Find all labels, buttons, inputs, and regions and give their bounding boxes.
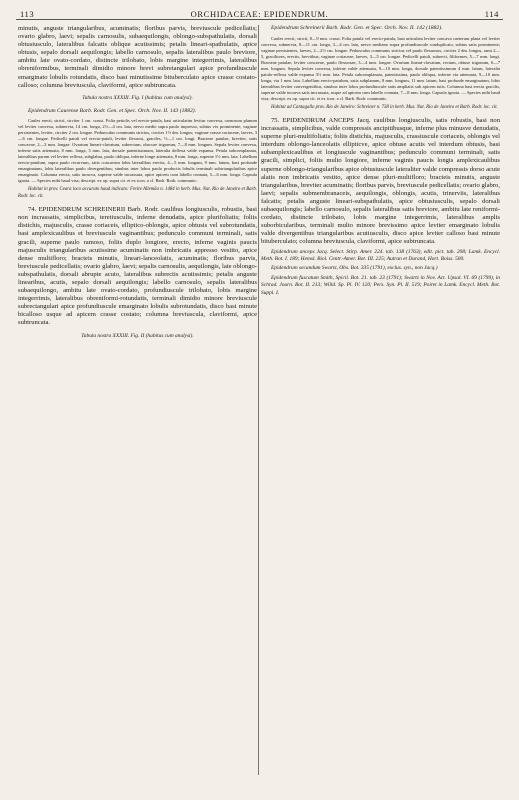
synonym-citation: Epidendrum fuscatum Smith, Spicil. Bot. 21. tab. 23 (1791); Swartz in Nov. Act. Upsal. VI. 69 (1799), in Schrad. Journ. Bot. II. 213; Willd. Sp. Pl. IV. 120; Pers. Syn. Pl. II. 519; Poiret in Lamk. Encycl. Meth. Bot. Suppl. I.: [261, 274, 500, 296]
right-column: [261, 25, 500, 783]
left-column: [18, 25, 257, 783]
running-title: ORCHIDACEAE: EPIDENDRUM.: [190, 9, 329, 19]
running-header: [16, 9, 503, 20]
species-description: Caules erecti, stricti, circiter 1 cm. crassi. Folia petiolis vel erecto-patula, basi articulatim levitur convexa, carnosum planum vel leviter convexa, subnervia, 14 cm. longa, 2½—4 cm. lata, nervo medio supra paulo impresso, subtus vix prominente; vaginae persistentes, leviter, circiter 2 cm. longae. Pedunculus communis strictus, circiter 1½ dm. longus; vaginae crasse coriaceae, laeves, 3—6 cm. longae. Pedicelli patuli vel erecto-patuli, leviter flexuosi, graciles, ½—1 cm. longi. Bracteae patulae, breviter, satis concavae, 2—3 mm. longae. Ovarium lineari-clavatum, subrectum, obscure trigonum, 7—8 mm. longum. Sepala leviter convexa, inferne satis attenuata, 8 mm. longa, 3 mm. lata, dorsale patentissimum, lateralia deflexa valde expansa. Petala subcomplanata, lateralibus parum vel leviter reflexa, subglabra, paulo obliqua, inferne longe attenuata, 8 mm. longa, superne 1½ mm. lata. Labellum erecto-patulum, supra paulo recurvum, satis concavum lobis lateralibus erectis, 4—5 mm. longum, 9 mm. latum, basi profunde emarginatum, lobis lateralibus paulo divergentibus; sinubus inter lobos paulo productis lobulis terminali subtriangularibus apice emarginato. Columna erecta, satis incurva, superne valde incrassata, apice apicem cum labello connata, 5—6 mm. longa. Capsula ignota. — Species mihi haud visa; descript. ex op. supra cit. et ex icon. a cl. Barb. Rodr. communic.: [18, 118, 257, 184]
species-75-diagnosis: 75. EPIDENDRUM ANCEPS Jacq. caulibus longiusculis, satis robustis, basi non incrassatis, simplicibus, valde compressis ancipitibusque, inferne plus minusve denudatis, superne pluri-multifoliatis; foliis distichis, majusculis, crassiuscule coriaceis, oblongis vel interdum oblongo-lanceolatis ellipticve, apice obtuse acutis vel interdum obtusis, basi subamplexicaulibus et longiuscule vaginantibus; pedunculo communi terminali, satis gracili, simplici, foliis multo longiore, inferne vaginis paucis longis amplexicaulibus superne oblongo-triangularibus apice obtusiuscule lateraliter valde compressis dorso acute alatis non imbricatis vestito, apice dense pluri-multifloro; bracteis minutis, anguste triangularibus, breviter acuminatis; floribus parvis, breviuscule pedicellatis; ovario glabro, laevi; sepalis submembranaceis, aequilongis, oblongis, acutis, trinerviis, lateralibus falcatis; petalis anguste lineari-subspathulatis, apice obtusiusculis, sepalo dorsali subaequilongis; labello carnosulo, sepalis lateralibus satis breviore, ambitu late reniformi-cordato, distincte trilobato, lobis margine integerrimis, lateralibus amplis suborbicularibus, terminali multo minore brevissimo apice leviter emarginato lobulis valde divergentibus triangularibus acutiusculis, disco apice leviter calloso basi minute bituberculato; columna breviuscula, claviformi, apice subtruncata.: [261, 117, 500, 246]
synonym-citation: Epidendrum secundum Swartz, Obs. Bot. 335 (1791), exclus. syn., non Jacq.): [271, 265, 438, 272]
species-citation: Epidendrum Caurense Barb. Rodr. Gen. et Spec. Orch. Nov. II. 143 (1882).: [28, 107, 197, 114]
plate-reference: Tabula nostra XXXIII. Fig. II (habitus cum analysi).: [81, 332, 194, 339]
species-description: Caules erecti, stricti, 8—9 mm. crassi. Folia patula vel erecto-patula, basi articulata leviter concava caeterum plana vel leviter convexa, subnervia, 8—11 cm. longa, 3—4 cm. lata, nervo mediano supra profundiuscule conduplicato, subtus satis prominente; vaginae persistentes, laeves, 2—2½ cm. longae. Pedunculus communis strictus vel paulo flexuosus, circiter 2 dm. longus, rami 2—5, graciliores, erectis, breviibus; vaginae coriaceae, laeves, 3—5 cm. longae. Pedicelli patuli, subrecti, filiformes, 5—7 mm. longi. Bracteae patulae, leviter concavae, paulo flexuosae, 3—4 mm. longae. Ovarium lineari-clavatum, rectum, obtuse trigonum, 6—7 mm. longum. Sepala leviter convexa, inferne valde attenuata, 9—10 mm. longa, dorsale patentissimum 4 mm. latum, lateralia patulo-reflexa valde expansa 3½ mm. lata. Petala subcomplanata, patentissima, paulo obliqua, inferne via attenuata, 9—10 mm. longa, via 1 mm. lata. Labellum erecto-patulum, satis subplanum, 8 mm. longum, 11 mm. latum, basi profunde emarginatum, lobis lateralibus leviter convergentibus, sinubus inter lobos profundiuscule satis ampliatis sub apicem tutis. Columna basi erecta gracilis, superne valde incurva satis incrassata, usque ad apicem cum labello connata, 7—8 mm. longa. Capsula ignota. — Species mihi haud visa; descript. ex op. supra cit. et ex icon. a cl. Barb. Rodr. communic.: [261, 35, 500, 101]
species-diagnosis-continued: minutis, anguste triangularibus, acuminatis; floribus parvis, breviuscule pedicellatis; ovario glabro, laevi; sepalis carnosulis, subaequilongis, oblongo-subspathulatis, dorsali obtusiusculo, lateralibus falcatis oblique acutissimis; petalis lineari-spathulatis, apice obtusis, sepalo dorsali aequilongis; labello carnosulo, sepalis lateralibus paulo breviore, ambitu late ovato-cordato, distincte trilobato, lobis margine integerrimis, lateralibus obreniformibus, terminali dimidio minore brevi subretangulari apice profundiuscule emarginato lobulis rotundatis, disco basi minutissime bituberculato apice crasse costato-calloso; columna breviuscula, claviformi, apice subtruncata.: [18, 25, 257, 89]
synonym-citation: Epidendrum anceps Jacq. Select. Stirp. Amer. 224. tab. 138 (1763), edit. pict. tab. 208; Lamk. Encycl. Meth. Bot. I. 189; Hemsl. Biol. Centr.-Amer. Bot. III. 225; Autran et Durand, Hort. Boiss. 500.: [261, 248, 500, 262]
page-number-left: 113: [20, 9, 35, 19]
column-divider: [258, 25, 259, 775]
habitat-note: Habitat in prov. Ceara loco accurato haud indicato: Freire Allemão n. 1484 in herb. Mus. Nat. Rio de Janeiro et Barb. Rodr. loc. cit.: [18, 187, 257, 199]
page-number-right: 114: [484, 9, 499, 19]
species-citation: Epidendrum Schreinerii Barb. Rodr. Gen. et Spec. Orch. Nov. II. 142 (1882).: [271, 25, 443, 31]
species-74-diagnosis: 74. EPIDENDRUM SCHREINERII Barb. Rodr. caulibus longiusculis, robustis, basi non incrassatis, simplicibus, teretiusculis, inferne denudatis, apice plurifoliatis; foliis distichis, majusculis, crasse coriaceis, elliptico-oblongis, apice obtusis vel subrotundatis, basi amplexicaulibus et breviuscule vaginantibus; pedunculo communi terminali, satis gracili, superne paulo ramoso, foliis duplo longiore, erecto, inferne vaginis paucis majusculis triangularibus acutissime acuminatis non imbricatis appresso vestito, apice dense multifloro; bracteis minutis, lineari-lanceolatis, acuminatis; floribus parvis, breviuscule pedicellatis; ovario glabro, laevi; sepalis carnosulis, aequilongis, late oblongo-subspathulatis, dorsali abrupte acuto, lateralibus subrectis acutissimis; petalis anguste linearibus, acutis, sepalo dorsali aequilongis; labello carnosulo, sepalis lateralibus subaequilongo, ambitu late ovato-cordato, profundiuscule trilobato, lobis margine integerrimis, lateralibus obreniformi-rotundatis, terminali dimidio minore breviuscule subrectangulari apice profundiuscule emarginato lobulis subrotundatis, disco basi minute bicalloso usque ad apicem crasse costato; columna breviuscula, claviformi, apice subtruncata.: [18, 206, 257, 327]
plate-reference: Tabula nostra XXXIII. Fig. I (habitus cum analysi).: [82, 94, 193, 101]
habitat-note: Habitat ad Cantagallo prov. Rio de Janeiro: Schreiner n. 738 in herb. Mus. Nat. Rio de Janeiro et Barb. Rodr. loc. cit.: [271, 104, 498, 110]
